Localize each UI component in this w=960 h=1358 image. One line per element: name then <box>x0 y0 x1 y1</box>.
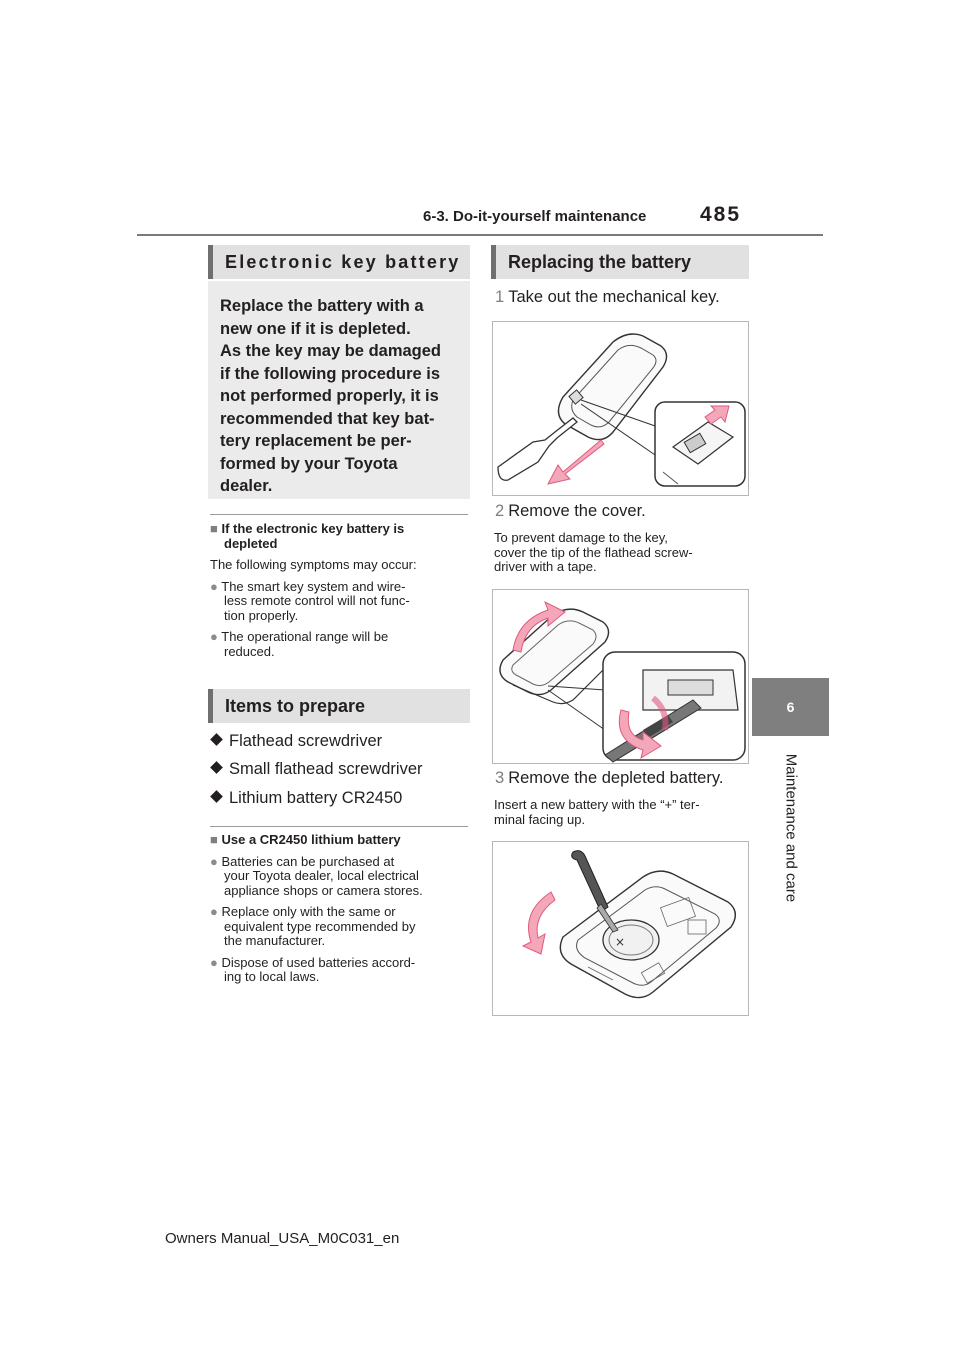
step-number: 2 <box>495 502 505 520</box>
step-2 <box>495 502 646 521</box>
step-3-note <box>494 798 700 827</box>
summary-line: if the following procedure is <box>220 364 441 383</box>
bullet-icon: ● <box>210 954 218 970</box>
bullet-icon: ● <box>210 629 218 644</box>
depleted-title-line: depleted <box>224 535 278 551</box>
bullet-text: Batteries can be purchased at <box>221 853 395 869</box>
note-line: Insert a new battery with the “+” ter- <box>494 797 700 812</box>
summary-line: tery replacement be per- <box>220 432 412 450</box>
summary-line: formed by your Toyota <box>220 454 398 473</box>
bullet-text: reduced. <box>224 643 275 659</box>
depleted-intro: The following symptoms may occur: <box>210 557 417 572</box>
summary-line: new one if it is depleted. <box>220 319 411 338</box>
summary-box <box>208 281 470 499</box>
bullet-text: equivalent type recommended by <box>224 918 416 934</box>
prep-item <box>212 760 423 779</box>
prep-item-text: Flathead screwdriver <box>229 732 383 750</box>
step-3 <box>495 769 723 788</box>
heading-replacing-battery: Replacing the battery <box>491 245 749 279</box>
bullet-icon: ● <box>210 578 218 594</box>
step-number: 3 <box>495 769 505 787</box>
depleted-note <box>210 522 470 659</box>
chapter-tab-label <box>752 742 829 914</box>
bullet-icon: ● <box>210 904 218 919</box>
bullet-text: the manufacturer. <box>224 933 326 948</box>
battery-bullet <box>210 956 472 985</box>
header-rule <box>137 234 823 236</box>
page-number: 485 <box>700 203 742 226</box>
prep-item <box>212 732 382 751</box>
prep-item <box>212 789 402 808</box>
bullet-text: The operational range will be <box>221 629 389 644</box>
battery-note-title <box>210 833 472 848</box>
bullet-text: ing to local laws. <box>224 969 320 984</box>
bullet-text: tion properly. <box>224 607 299 623</box>
summary-line: not performed properly, it is <box>220 387 439 405</box>
summary-line: As the key may be damaged <box>220 342 442 360</box>
heading-electronic-key-battery: Electronic key battery <box>208 245 470 279</box>
note-line: cover the tip of the flathead screw- <box>494 544 693 560</box>
battery-note <box>210 833 472 985</box>
chapter-tab-number: 6 <box>752 678 829 736</box>
battery-removal-illustration-icon <box>493 842 748 1015</box>
depleted-bullet <box>210 580 470 624</box>
footer-text: Owners Manual_USA_M0C031_en <box>165 1230 400 1247</box>
note-line: minal facing up. <box>494 811 586 827</box>
bullet-text: appliance shops or camera stores. <box>224 882 423 898</box>
note-line: driver with a tape. <box>494 559 597 574</box>
step-text: Remove the depleted battery. <box>508 769 724 787</box>
depleted-title-line: If the electronic key battery is <box>221 521 405 536</box>
bullet-icon: ● <box>210 853 218 869</box>
figure-remove-battery <box>492 841 749 1016</box>
figure-remove-cover <box>492 589 749 764</box>
step-text: Remove the cover. <box>508 502 646 520</box>
summary-line: dealer. <box>220 477 273 495</box>
depleted-note-title <box>210 522 470 537</box>
key-removal-illustration-icon <box>493 322 748 495</box>
battery-bullet <box>210 855 472 899</box>
depleted-bullet <box>210 630 470 659</box>
note-divider <box>210 826 468 827</box>
prep-item-text: Lithium battery CR2450 <box>229 789 403 807</box>
battery-bullet <box>210 905 472 949</box>
note-divider <box>210 514 468 515</box>
cover-removal-illustration-icon <box>493 590 748 763</box>
bullet-text: Dispose of used batteries accord- <box>221 954 416 970</box>
bullet-text: less remote control will not func- <box>224 593 410 608</box>
step-2-note <box>494 531 693 575</box>
figure-take-out-key <box>492 321 749 496</box>
prep-item-text: Small flathead screwdriver <box>229 760 423 778</box>
summary-line: Replace the battery with a <box>220 297 424 315</box>
note-line: To prevent damage to the key, <box>494 530 668 545</box>
diamond-bullet-icon <box>210 733 223 746</box>
heading-items-to-prepare: Items to prepare <box>208 689 470 723</box>
diamond-bullet-icon <box>210 761 223 774</box>
step-text: Take out the mechanical key. <box>508 288 720 306</box>
svg-text:×: × <box>615 935 626 949</box>
bullet-text: your Toyota dealer, local electrical <box>224 868 419 883</box>
battery-note-title-text: Use a CR2450 lithium battery <box>221 832 401 847</box>
square-marker-icon: ■ <box>210 832 218 847</box>
step-number: 1 <box>495 288 505 306</box>
chapter-tab-label-text: Maintenance and care <box>782 753 799 903</box>
summary-line: recommended that key bat- <box>220 409 435 428</box>
step-1 <box>495 288 720 307</box>
bullet-text: Replace only with the same or <box>221 904 396 919</box>
bullet-text: The smart key system and wire- <box>221 578 406 594</box>
section-header: 6-3. Do-it-yourself maintenance <box>423 208 647 225</box>
square-marker-icon: ■ <box>210 521 218 536</box>
diamond-bullet-icon <box>210 790 223 803</box>
